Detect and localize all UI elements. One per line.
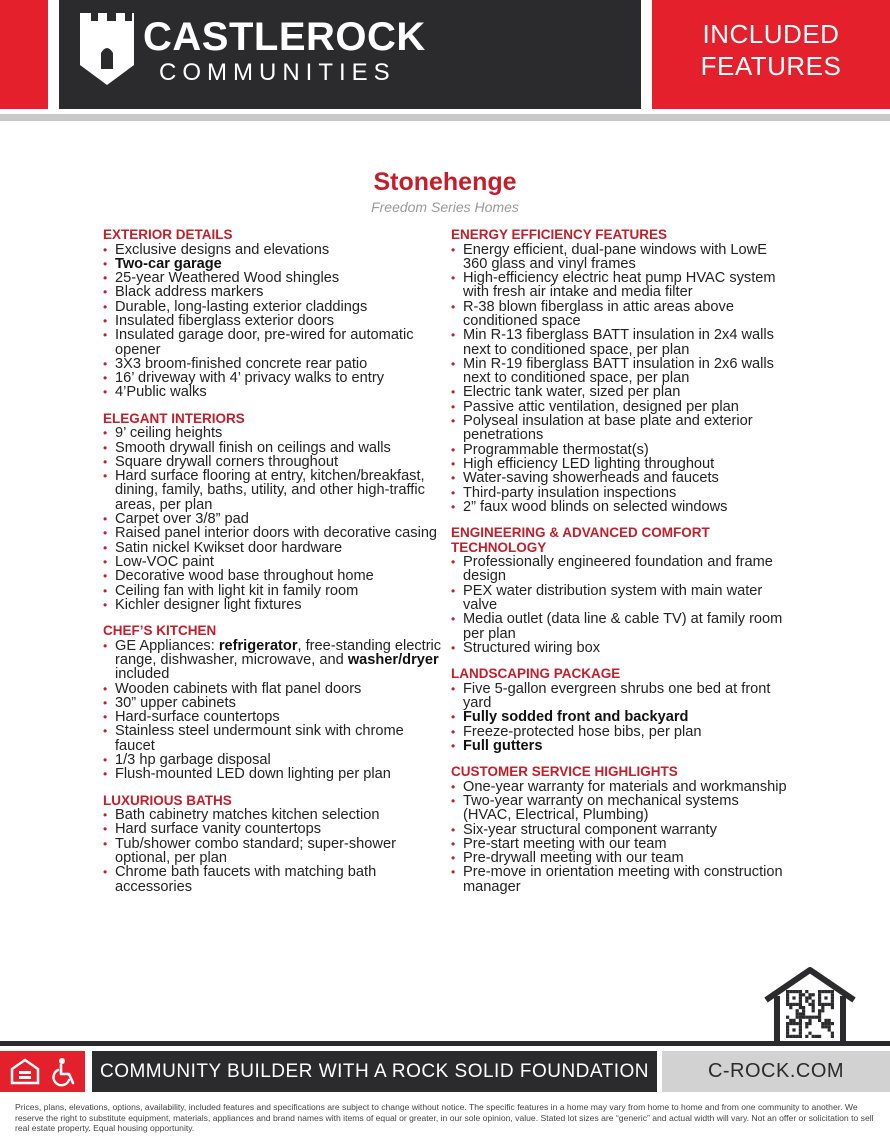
feature-item: • GE Appliances: refrigerator, free-standing electric range, dishwasher, microwave, and washer/dryer included <box>103 639 443 682</box>
feature-item: • Two-car garage <box>103 257 443 271</box>
castle-tower-icon <box>80 13 134 85</box>
section-title: CHEF’S KITCHEN <box>103 623 217 639</box>
features-column-left <box>103 228 443 906</box>
included-features-label <box>652 18 890 82</box>
feature-item: • High efficiency LED lighting throughout <box>451 457 791 471</box>
feature-item: • Third-party insulation inspections <box>451 486 791 500</box>
feature-item: • Full gutters <box>451 739 791 753</box>
feature-item: • Pre-start meeting with our team <box>451 837 791 851</box>
feature-item: • Square drywall corners throughout <box>103 455 443 469</box>
section-title: EXTERIOR DETAILS <box>103 227 233 242</box>
feature-item: • Professionally engineered foundation and frame design <box>451 555 791 584</box>
page-subtitle: Freedom Series Homes <box>371 199 519 215</box>
feature-item: • 25-year Weathered Wood shingles <box>103 271 443 285</box>
feature-item: • Stainless steel undermount sink with chrome faucet <box>103 724 443 753</box>
feature-item: • 16’ driveway with 4’ privacy walks to entry <box>103 371 443 385</box>
feature-item: • Bath cabinetry matches kitchen selection <box>103 808 443 822</box>
feature-item: • Six-year structural component warranty <box>451 823 791 837</box>
feature-section <box>103 794 443 894</box>
feature-item: • 2” faux wood blinds on selected windows <box>451 500 791 514</box>
feature-section <box>103 412 443 612</box>
feature-item: • Smooth drywall finish on ceilings and walls <box>103 441 443 455</box>
section-title: ELEGANT INTERIORS <box>103 410 245 426</box>
section-title: ENERGY EFFICIENCY FEATURES <box>451 227 668 242</box>
feature-item: • Min R-13 fiberglass BATT insulation in 2x4 walls next to conditioned space, per plan <box>451 328 791 357</box>
feature-item: • R-38 blown fiberglass in attic areas above conditioned space <box>451 300 791 329</box>
feature-item: • Flush-mounted LED down lighting per plan <box>103 767 443 781</box>
equal-housing-icon <box>9 1057 41 1087</box>
legal-disclaimer: Prices, plans, elevations, options, availability, included features and specifications are subject to change without notice. The specific features in a home may vary from home to home and from one community to another. We reserve the right to substitute equipment, materials, appliances and brand names with items of equal or greater, in our sole opinion, value. Stated lot sizes are “generic” and actual width will vary. Not an offer or solicitation to sell real estate property. Equal housing opportunity. <box>15 1102 874 1133</box>
feature-item: • Programmable thermostat(s) <box>451 443 791 457</box>
feature-item: • Low-VOC paint <box>103 555 443 569</box>
feature-item: • Electric tank water, sized per plan <box>451 385 791 399</box>
feature-item: • Polyseal insulation at base plate and exterior penetrations <box>451 414 791 443</box>
feature-item: • Hard surface flooring at entry, kitchen/breakfast, dining, family, baths, utility, and other high-traffic areas, per plan <box>103 469 443 512</box>
feature-item: • Black address markers <box>103 285 443 299</box>
feature-item: • Kichler designer light fixtures <box>103 598 443 612</box>
feature-section <box>451 526 791 655</box>
feature-item: • 30” upper cabinets <box>103 696 443 710</box>
feature-item: • One-year warranty for materials and workmanship <box>451 780 791 794</box>
footer-divider <box>0 1041 890 1046</box>
feature-section <box>451 667 791 753</box>
included-label-line1: INCLUDED <box>702 19 840 49</box>
feature-section <box>103 624 443 781</box>
feature-item: • Wooden cabinets with flat panel doors <box>103 682 443 696</box>
header-divider <box>0 114 890 121</box>
feature-item: • 4’Public walks <box>103 385 443 399</box>
feature-item: • Media outlet (data line & cable TV) at family room per plan <box>451 612 791 641</box>
feature-item: • PEX water distribution system with main water valve <box>451 584 791 613</box>
section-title: ENGINEERING & ADVANCED COMFORT TECHNOLOGY <box>451 525 710 555</box>
feature-item: • Ceiling fan with light kit in family room <box>103 584 443 598</box>
included-label-line2: FEATURES <box>700 51 842 81</box>
feature-item: • Freeze-protected hose bibs, per plan <box>451 725 791 739</box>
feature-item: • Energy efficient, dual-pane windows with LowE 360 glass and vinyl frames <box>451 243 791 272</box>
feature-section <box>451 765 791 894</box>
wheelchair-accessible-icon <box>48 1057 78 1087</box>
feature-item: • Min R-19 fiberglass BATT insulation in 2x6 walls next to conditioned space, per plan <box>451 357 791 386</box>
feature-item: • 3X3 broom-finished concrete rear patio <box>103 357 443 371</box>
feature-item: • Structured wiring box <box>451 641 791 655</box>
house-qr-code-icon <box>760 966 860 1046</box>
feature-item: • Chrome bath faucets with matching bath accessories <box>103 865 443 894</box>
footer-slogan: COMMUNITY BUILDER WITH A ROCK SOLID FOUNDATION <box>99 1061 650 1082</box>
feature-item: • Raised panel interior doors with decorative casing <box>103 526 443 540</box>
section-title: LANDSCAPING PACKAGE <box>451 666 621 682</box>
feature-item: • Hard-surface countertops <box>103 710 443 724</box>
brand-name: CASTLEROCK <box>143 15 426 59</box>
feature-item: • High-efficiency electric heat pump HVAC system with fresh air intake and media filter <box>451 271 791 300</box>
feature-item: • Decorative wood base throughout home <box>103 569 443 583</box>
feature-item: • Insulated fiberglass exterior doors <box>103 314 443 328</box>
page-title: Stonehenge <box>373 168 517 196</box>
feature-item: • Carpet over 3/8” pad <box>103 512 443 526</box>
feature-item: • Exclusive designs and elevations <box>103 243 443 257</box>
feature-item: • Water-saving showerheads and faucets <box>451 471 791 485</box>
footer-website-link[interactable]: C-ROCK.COM <box>707 1060 845 1082</box>
feature-item: • Pre-drywall meeting with our team <box>451 851 791 865</box>
header-red-block-left <box>0 0 48 109</box>
feature-item: • Passive attic ventilation, designed per plan <box>451 400 791 414</box>
feature-item: • Fully sodded front and backyard <box>451 710 791 724</box>
feature-section <box>451 228 791 514</box>
feature-item: • Durable, long-lasting exterior claddings <box>103 300 443 314</box>
features-column-right <box>451 228 791 906</box>
feature-item: • 9’ ceiling heights <box>103 426 443 440</box>
feature-item: • 1/3 hp garbage disposal <box>103 753 443 767</box>
feature-item: • Hard surface vanity countertops <box>103 822 443 836</box>
feature-item: • Satin nickel Kwikset door hardware <box>103 541 443 555</box>
feature-item: • Insulated garage door, pre-wired for automatic opener <box>103 328 443 357</box>
feature-item: • Five 5-gallon evergreen shrubs one bed at front yard <box>451 682 791 711</box>
section-title: CUSTOMER SERVICE HIGHLIGHTS <box>451 764 678 780</box>
feature-item: • Two-year warranty on mechanical systems (HVAC, Electrical, Plumbing) <box>451 794 791 823</box>
feature-section <box>103 228 443 400</box>
section-title: LUXURIOUS BATHS <box>103 792 232 808</box>
feature-item: • Tub/shower combo standard; super-shower optional, per plan <box>103 837 443 866</box>
brand-subtitle: COMMUNITIES <box>159 59 396 86</box>
feature-item: • Pre-move in orientation meeting with construction manager <box>451 865 791 894</box>
